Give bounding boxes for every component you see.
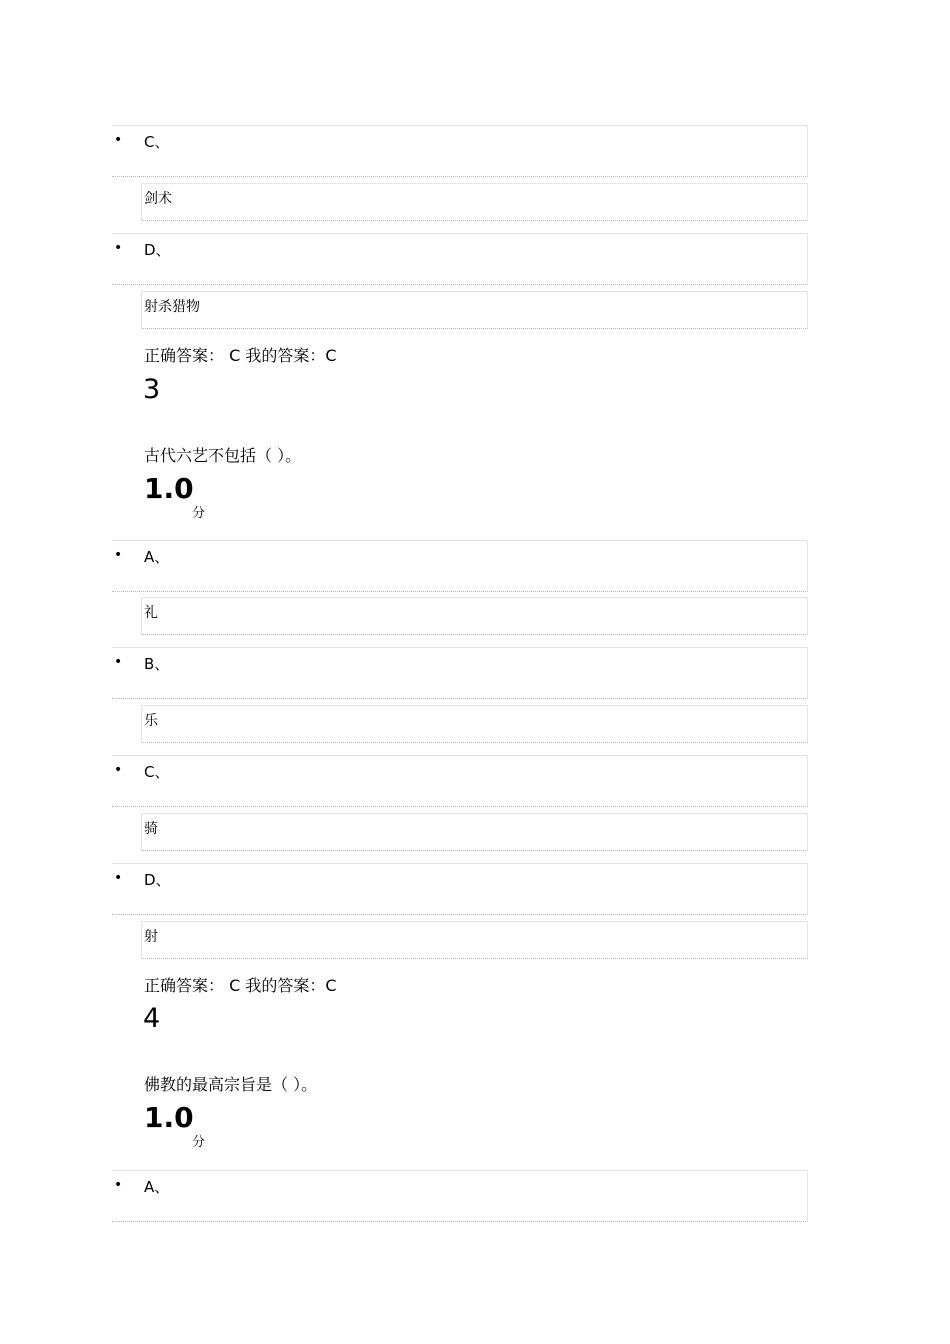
option-text: 射杀猎物 xyxy=(144,299,200,315)
option-letter: B、 xyxy=(144,655,170,673)
option-letter: C、 xyxy=(144,133,170,151)
option-row-c[interactable] xyxy=(112,755,808,807)
option-text-box xyxy=(141,291,808,329)
option-row-b[interactable] xyxy=(112,647,808,699)
answer-line: 正确答案： C 我的答案：C xyxy=(144,346,337,365)
bullet: • xyxy=(114,132,123,148)
option-text-box xyxy=(141,183,808,221)
bullet: • xyxy=(114,870,123,886)
option-letter: A、 xyxy=(144,1178,170,1196)
option-row-d[interactable] xyxy=(112,233,808,285)
score-unit: 分 xyxy=(192,506,206,521)
bullet: • xyxy=(114,240,123,256)
option-text: 剑术 xyxy=(144,191,172,207)
answer-line: 正确答案： C 我的答案：C xyxy=(144,976,337,995)
option-letter: D、 xyxy=(144,871,171,889)
option-text: 骑 xyxy=(144,821,158,837)
option-row-d[interactable] xyxy=(112,863,808,915)
question-text: 古代六艺不包括（ ）。 xyxy=(144,446,302,465)
option-row-a[interactable] xyxy=(112,540,808,592)
option-text-box xyxy=(141,597,808,635)
bullet: • xyxy=(114,654,123,670)
option-letter: D、 xyxy=(144,241,171,259)
question-score: 1.0 xyxy=(144,472,194,505)
option-text-box xyxy=(141,705,808,743)
score-unit: 分 xyxy=(192,1135,206,1150)
question-score: 1.0 xyxy=(144,1101,194,1134)
option-letter: C、 xyxy=(144,763,170,781)
question-text: 佛教的最高宗旨是（ ）。 xyxy=(144,1075,318,1094)
option-row-c[interactable] xyxy=(112,125,808,177)
option-text: 礼 xyxy=(144,605,158,621)
option-text-box xyxy=(141,921,808,959)
bullet: • xyxy=(114,762,123,778)
option-row-a[interactable] xyxy=(112,1170,808,1222)
option-text: 乐 xyxy=(144,713,158,729)
option-letter: A、 xyxy=(144,548,170,566)
question-number: 4 xyxy=(143,1003,161,1034)
bullet: • xyxy=(114,1177,123,1193)
option-text: 射 xyxy=(144,929,158,945)
question-number: 3 xyxy=(143,374,161,405)
bullet: • xyxy=(114,547,123,563)
option-text-box xyxy=(141,813,808,851)
